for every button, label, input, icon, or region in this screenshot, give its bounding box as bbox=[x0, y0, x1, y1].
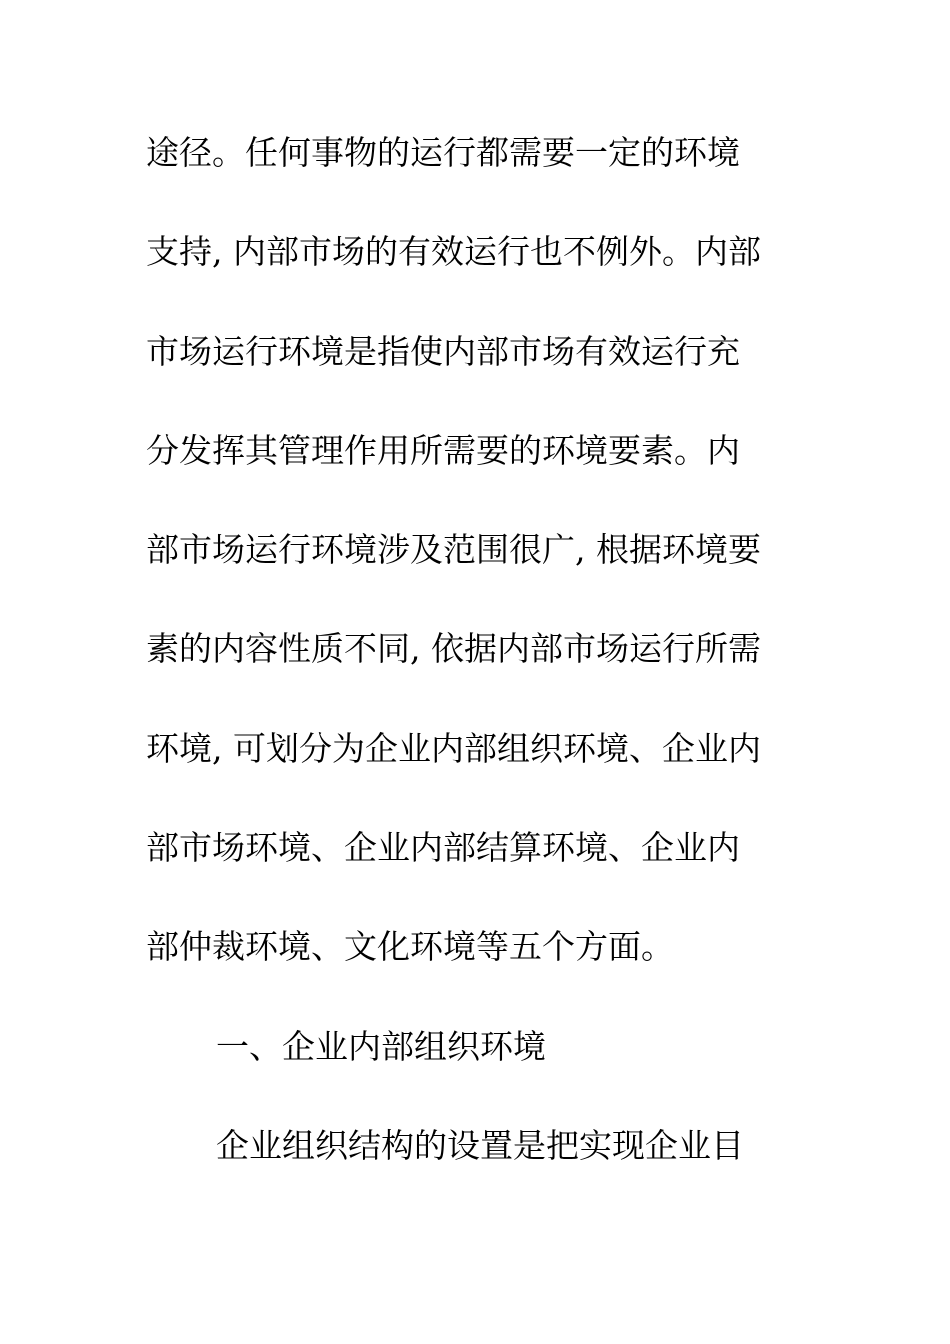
paragraph-line-5: 部市场运行环境涉及范围很广, 根据环境要 bbox=[146, 530, 761, 569]
paragraph-line-8: 部市场环境、企业内部结算环境、企业内 bbox=[146, 828, 740, 867]
paragraph-line-4: 分发挥其管理作用所需要的环境要素。内 bbox=[146, 431, 740, 470]
paragraph-line-7: 环境, 可划分为企业内部组织环境、企业内 bbox=[146, 729, 761, 768]
paragraph-line-2: 支持, 内部市场的有效运行也不例外。内部 bbox=[146, 232, 761, 271]
paragraph-line-3: 市场运行环境是指使内部市场有效运行充 bbox=[146, 332, 740, 371]
paragraph-line-6: 素的内容性质不同, 依据内部市场运行所需 bbox=[146, 629, 761, 668]
paragraph-line-10: 企业组织结构的设置是把实现企业目 bbox=[216, 1126, 744, 1165]
paragraph-line-1: 途径。任何事物的运行都需要一定的环境 bbox=[146, 133, 740, 172]
section-heading: 一、企业内部组织环境 bbox=[216, 1027, 546, 1066]
paragraph-line-9: 部仲裁环境、文化环境等五个方面。 bbox=[146, 927, 674, 966]
